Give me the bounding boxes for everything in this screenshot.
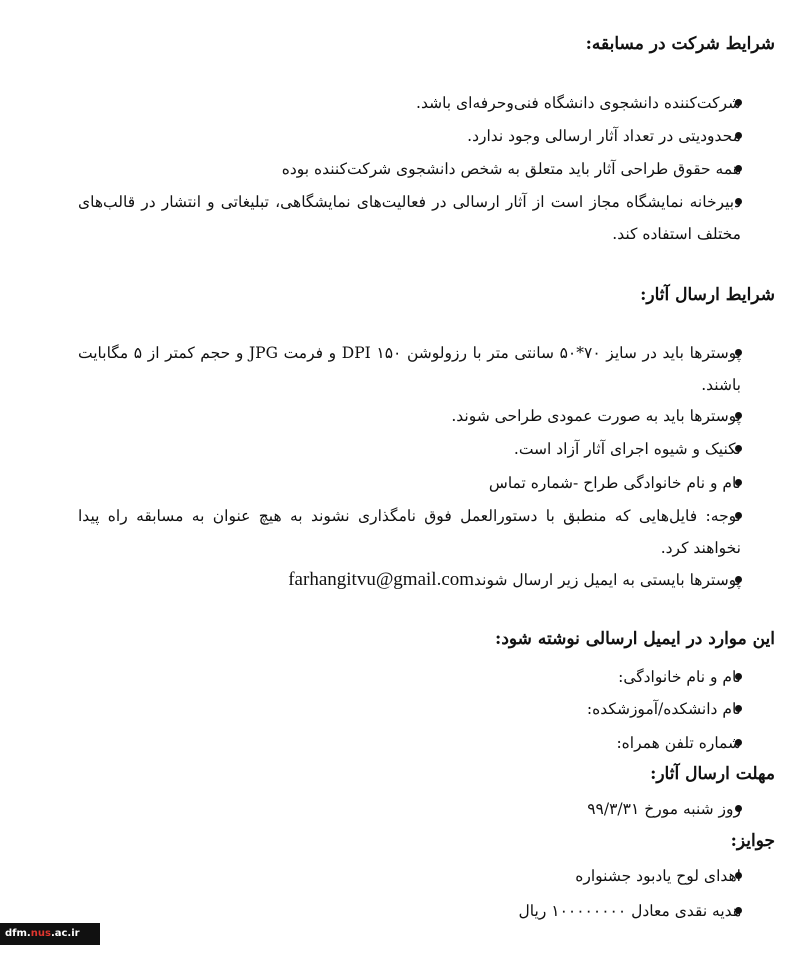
- list-item: توجه: فایل‌هایی که منطبق با دستورالعمل فوق نامگذاری نشوند به هیچ عنوان به مسابقه راه پیدا نخواهند کرد.: [78, 507, 741, 557]
- section-heading-submission: شرایط ارسال آثار:: [640, 285, 775, 305]
- list-item: نام دانشکده/آموزشکده:: [586, 700, 741, 718]
- list-item: روز شنبه مورخ ۹۹/۳/۳۱: [587, 800, 741, 818]
- list-item: پوسترها باید در سایز ۷۰*۵۰ سانتی متر با رزولوشن ۱۵۰ DPI و فرمت JPG و حجم کمتر از ۵ مگابایت باشند.: [78, 344, 742, 394]
- section-heading-participation: شرایط شرکت در مسابقه:: [585, 34, 775, 54]
- email-address: farhangitvu@gmail.com: [288, 569, 475, 590]
- list-item: نام و نام خانوادگی طراح -شماره تماس: [488, 474, 741, 492]
- list-item: دبیرخانه نمایشگاه مجاز است از آثار ارسالی در فعالیت‌های نمایشگاهی، تبلیغاتی و انتشار در قالب‌های مختلف استفاده کند.: [78, 193, 741, 243]
- list-item-email: [288, 564, 741, 596]
- list-item: شرکت‌کننده دانشجوی دانشگاه فنی‌وحرفه‌ای باشد.: [416, 94, 741, 112]
- list-item: نام و نام خانوادگی:: [618, 668, 741, 686]
- list-item: همه حقوق طراحی آثار باید متعلق به شخص دانشجوی شرکت‌کننده بوده: [281, 160, 741, 178]
- section-heading-email-contents: این موارد در ایمیل ارسالی نوشته شود:: [495, 629, 775, 649]
- list-item: هدیه نقدی معادل ۱۰۰۰۰۰۰۰۰ ریال: [518, 902, 741, 920]
- list-item: اهدای لوح یادبود جشنواره: [575, 867, 741, 885]
- list-item: محدودیتی در تعداد آثار ارسالی وجود ندارد.: [467, 127, 741, 145]
- section-heading-deadline: مهلت ارسال آثار:: [650, 764, 775, 784]
- section-heading-prizes: جوایز:: [730, 831, 775, 851]
- list-item: تکنیک و شیوه اجرای آثار آزاد است.: [513, 440, 741, 458]
- site-watermark-logo: dfm.nus.ac.ir: [0, 923, 100, 945]
- email-instruction: پوسترها بایستی به ایمیل زیر ارسال شوند: [474, 571, 741, 589]
- list-item: پوسترها باید به صورت عمودی طراحی شوند.: [451, 407, 741, 425]
- list-item: شماره تلفن همراه:: [616, 734, 741, 752]
